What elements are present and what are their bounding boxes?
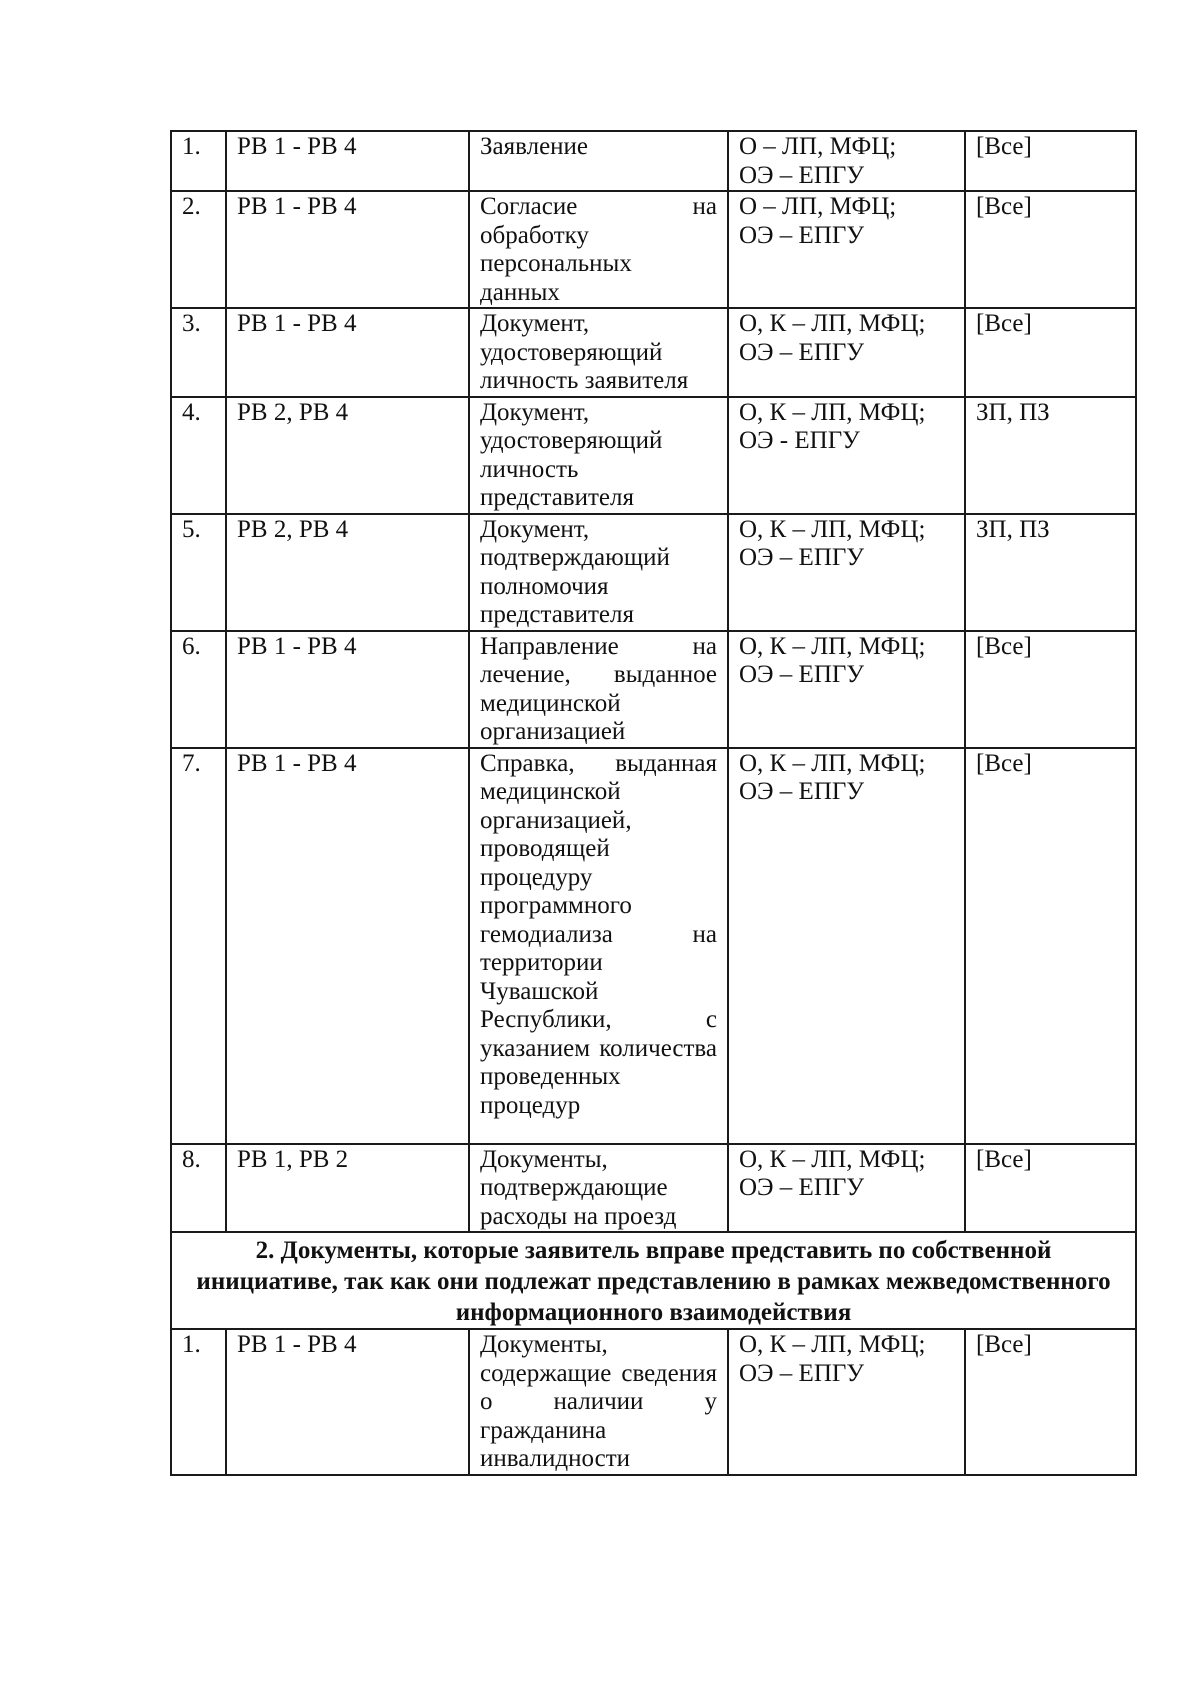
- submission-form-line: ОЭ – ЕПГУ: [739, 1359, 865, 1387]
- table-row: [171, 397, 1136, 514]
- table-row: [171, 1144, 1136, 1233]
- condition-cell: РВ 1 - РВ 4: [226, 131, 469, 191]
- row-number: 5.: [171, 514, 226, 631]
- submission-form-line: ОЭ – ЕПГУ: [739, 338, 865, 366]
- submission-form-line: ОЭ – ЕПГУ: [739, 161, 865, 189]
- submission-form-line: ОЭ – ЕПГУ: [739, 544, 865, 571]
- condition-cell: РВ 1 - РВ 4: [226, 748, 469, 1144]
- document-name-cell: Документ, подтверждающий полномочия представителя: [469, 514, 728, 631]
- applicant-category-cell: [Все]: [965, 748, 1136, 1144]
- submission-form-line: О, К – ЛП, МФЦ;: [739, 398, 926, 426]
- submission-form-line: О, К – ЛП, МФЦ;: [739, 1331, 926, 1358]
- applicant-category-cell: [Все]: [965, 631, 1136, 748]
- submission-form-line: ОЭ – ЕПГУ: [739, 221, 865, 249]
- submission-form-cell: [728, 631, 965, 748]
- row-number: 2.: [171, 191, 226, 308]
- submission-form-cell: [728, 131, 965, 191]
- submission-form-line: О – ЛП, МФЦ;: [739, 193, 897, 220]
- submission-form-line: О, К – ЛП, МФЦ;: [739, 310, 926, 337]
- condition-cell: РВ 1, РВ 2: [226, 1144, 469, 1233]
- document-name-cell: Документы, подтверждающие расходы на проезд: [469, 1144, 728, 1233]
- submission-form-cell: [728, 191, 965, 308]
- submission-form-cell: [728, 308, 965, 397]
- row-number: 4.: [171, 397, 226, 514]
- applicant-category-cell: [Все]: [965, 1329, 1136, 1475]
- documents-table: [170, 130, 1137, 1476]
- submission-form-line: О, К – ЛП, МФЦ;: [739, 749, 926, 777]
- row-number: 3.: [171, 308, 226, 397]
- row-number: 8.: [171, 1144, 226, 1233]
- table-row: [171, 748, 1136, 1144]
- submission-form-cell: [728, 1144, 965, 1233]
- submission-form-line: ОЭ - ЕПГУ: [739, 427, 860, 454]
- document-name-cell: Заявление: [469, 131, 728, 191]
- applicant-category-cell: [Все]: [965, 308, 1136, 397]
- submission-form-line: О, К – ЛП, МФЦ;: [739, 632, 926, 660]
- table-row: [171, 308, 1136, 397]
- document-name-cell: Справка, выданная медицинской организацией, проводящей процедуру программного гемодиализа на территории Чувашской Республики, с указанием количества проведенных процедур: [469, 748, 728, 1144]
- applicant-category-cell: ЗП, ПЗ: [965, 397, 1136, 514]
- section-header-row: [171, 1232, 1136, 1329]
- submission-form-cell: [728, 1329, 965, 1475]
- submission-form-line: О – ЛП, МФЦ;: [739, 133, 897, 160]
- submission-form-line: О, К – ЛП, МФЦ;: [739, 515, 926, 543]
- table-row: [171, 131, 1136, 191]
- document-name-cell: Согласие на обработку персональных данных: [469, 191, 728, 308]
- submission-form-cell: [728, 514, 965, 631]
- applicant-category-cell: [Все]: [965, 1144, 1136, 1233]
- document-name-cell: Направление на лечение, выданное медицинской организацией: [469, 631, 728, 748]
- submission-form-cell: [728, 397, 965, 514]
- table-row: [171, 631, 1136, 748]
- row-number: 6.: [171, 631, 226, 748]
- row-number: 1.: [171, 131, 226, 191]
- row-number: 7.: [171, 748, 226, 1144]
- condition-cell: РВ 1 - РВ 4: [226, 308, 469, 397]
- table-row: [171, 514, 1136, 631]
- document-name-cell: Документ, удостоверяющий личность заявителя: [469, 308, 728, 397]
- applicant-category-cell: [Все]: [965, 191, 1136, 308]
- table-row: [171, 1329, 1136, 1475]
- document-name-cell: Документы, содержащие сведения о наличии у гражданина инвалидности: [469, 1329, 728, 1475]
- row-number: 1.: [171, 1329, 226, 1475]
- condition-cell: РВ 2, РВ 4: [226, 397, 469, 514]
- condition-cell: РВ 1 - РВ 4: [226, 191, 469, 308]
- applicant-category-cell: [Все]: [965, 131, 1136, 191]
- submission-form-line: О, К – ЛП, МФЦ;: [739, 1145, 926, 1173]
- condition-cell: РВ 1 - РВ 4: [226, 631, 469, 748]
- submission-form-line: ОЭ – ЕПГУ: [739, 661, 865, 688]
- applicant-category-cell: ЗП, ПЗ: [965, 514, 1136, 631]
- document-name-cell: Документ, удостоверяющий личность представителя: [469, 397, 728, 514]
- submission-form-line: ОЭ – ЕПГУ: [739, 1174, 865, 1201]
- condition-cell: РВ 1 - РВ 4: [226, 1329, 469, 1475]
- condition-cell: РВ 2, РВ 4: [226, 514, 469, 631]
- submission-form-line: ОЭ – ЕПГУ: [739, 778, 865, 805]
- submission-form-cell: [728, 748, 965, 1144]
- section-2-heading: 2. Документы, которые заявитель вправе представить по собственной инициативе, так как они подлежат представлению в рамках межведомственного информационного взаимодействия: [171, 1232, 1136, 1329]
- table-row: [171, 191, 1136, 308]
